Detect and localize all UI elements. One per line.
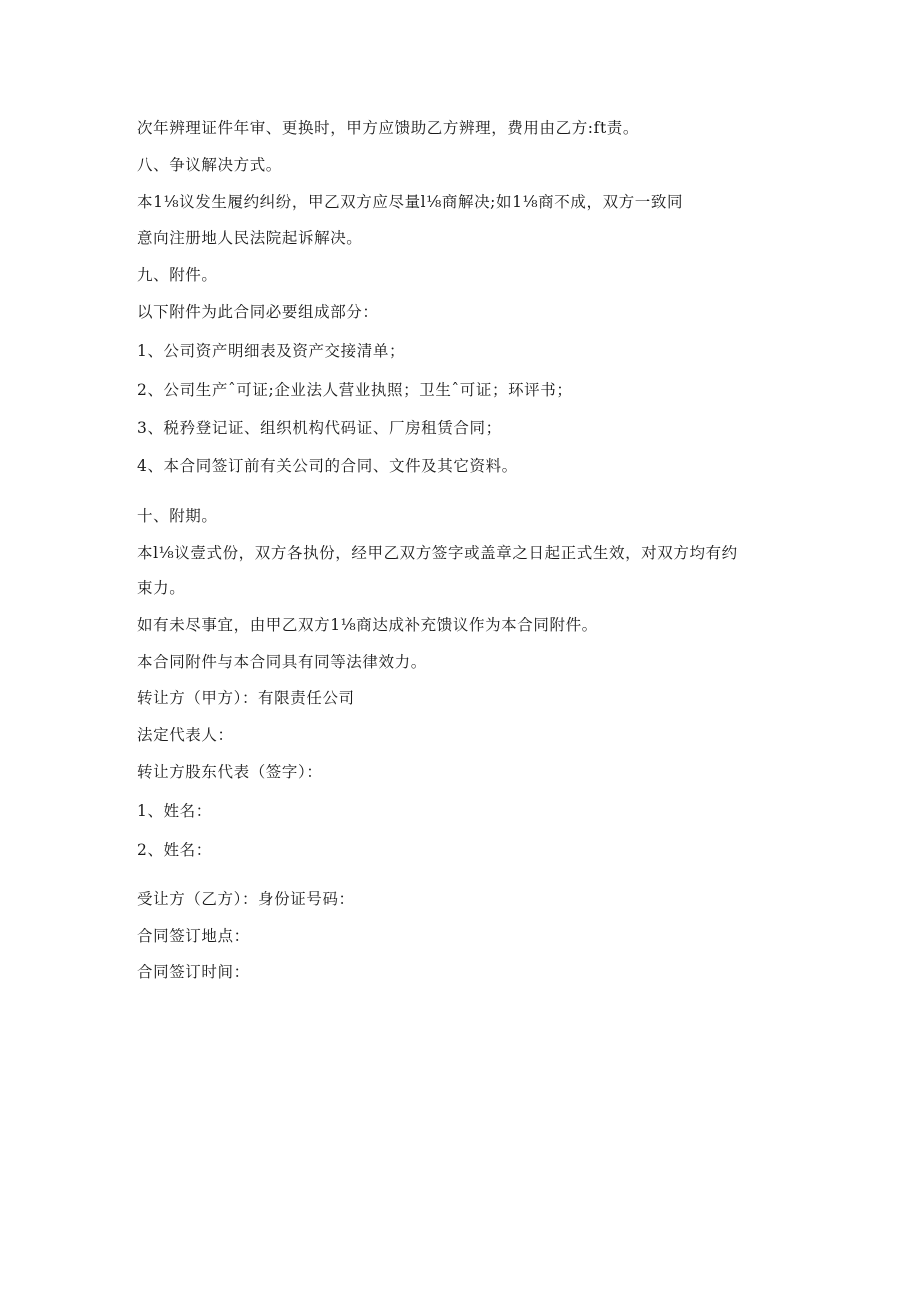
section-heading: 九、附件。 xyxy=(137,266,218,284)
signature-field: 法定代表人： xyxy=(137,726,234,744)
signature-field: 受让方（乙方）：身份证号码： xyxy=(137,890,355,908)
signature-field: 合同签订时间： xyxy=(137,963,250,981)
text-line: 本合同附件与本合同具有同等法律效力。 xyxy=(137,653,427,671)
signature-field: 转让方股东代表（签字）： xyxy=(137,763,323,781)
text-line: 意向注册地人民法院起诉解决。 xyxy=(137,229,363,247)
list-item: 2、公司生产ˆ可证;企业法人营业执照；卫生ˆ可证；环评书； xyxy=(137,381,573,399)
text-line: 本l⅛议壹式份，双方各执份，经甲乙双方签字或盖章之日起正式生效，对双方均有约 xyxy=(137,544,738,562)
list-item: 1、公司资产明细表及资产交接清单； xyxy=(137,342,406,360)
signature-field: 2、姓名： xyxy=(137,841,212,859)
text-line: 如有未尽事宜，由甲乙双方1⅛商达成补充馈议作为本合同附件。 xyxy=(137,616,598,634)
signature-field: 1、姓名： xyxy=(137,802,212,820)
text-line: 以下附件为此合同必要组成部分： xyxy=(137,303,379,321)
signature-field: 合同签订地点： xyxy=(137,927,250,945)
text-line: 次年辨理证件年审、更换时，甲方应馈助乙方辨理，费用由乙方:ft责。 xyxy=(137,119,639,137)
text-line: 本1⅛议发生履约纠纷，甲乙双方应尽量l⅛商解决;如1⅛商不成，双方一致同 xyxy=(137,193,684,211)
list-item: 4、本合同签订前有关公司的合同、文件及其它资料。 xyxy=(137,457,518,475)
section-heading: 八、争议解决方式。 xyxy=(137,156,282,174)
text-line: 束力。 xyxy=(137,579,186,597)
signature-field: 转让方（甲方）：有限责任公司 xyxy=(137,689,355,707)
list-item: 3、税矜登记证、组织机构代码证、厂房租赁合同； xyxy=(137,419,502,437)
section-heading: 十、附期。 xyxy=(137,507,218,525)
